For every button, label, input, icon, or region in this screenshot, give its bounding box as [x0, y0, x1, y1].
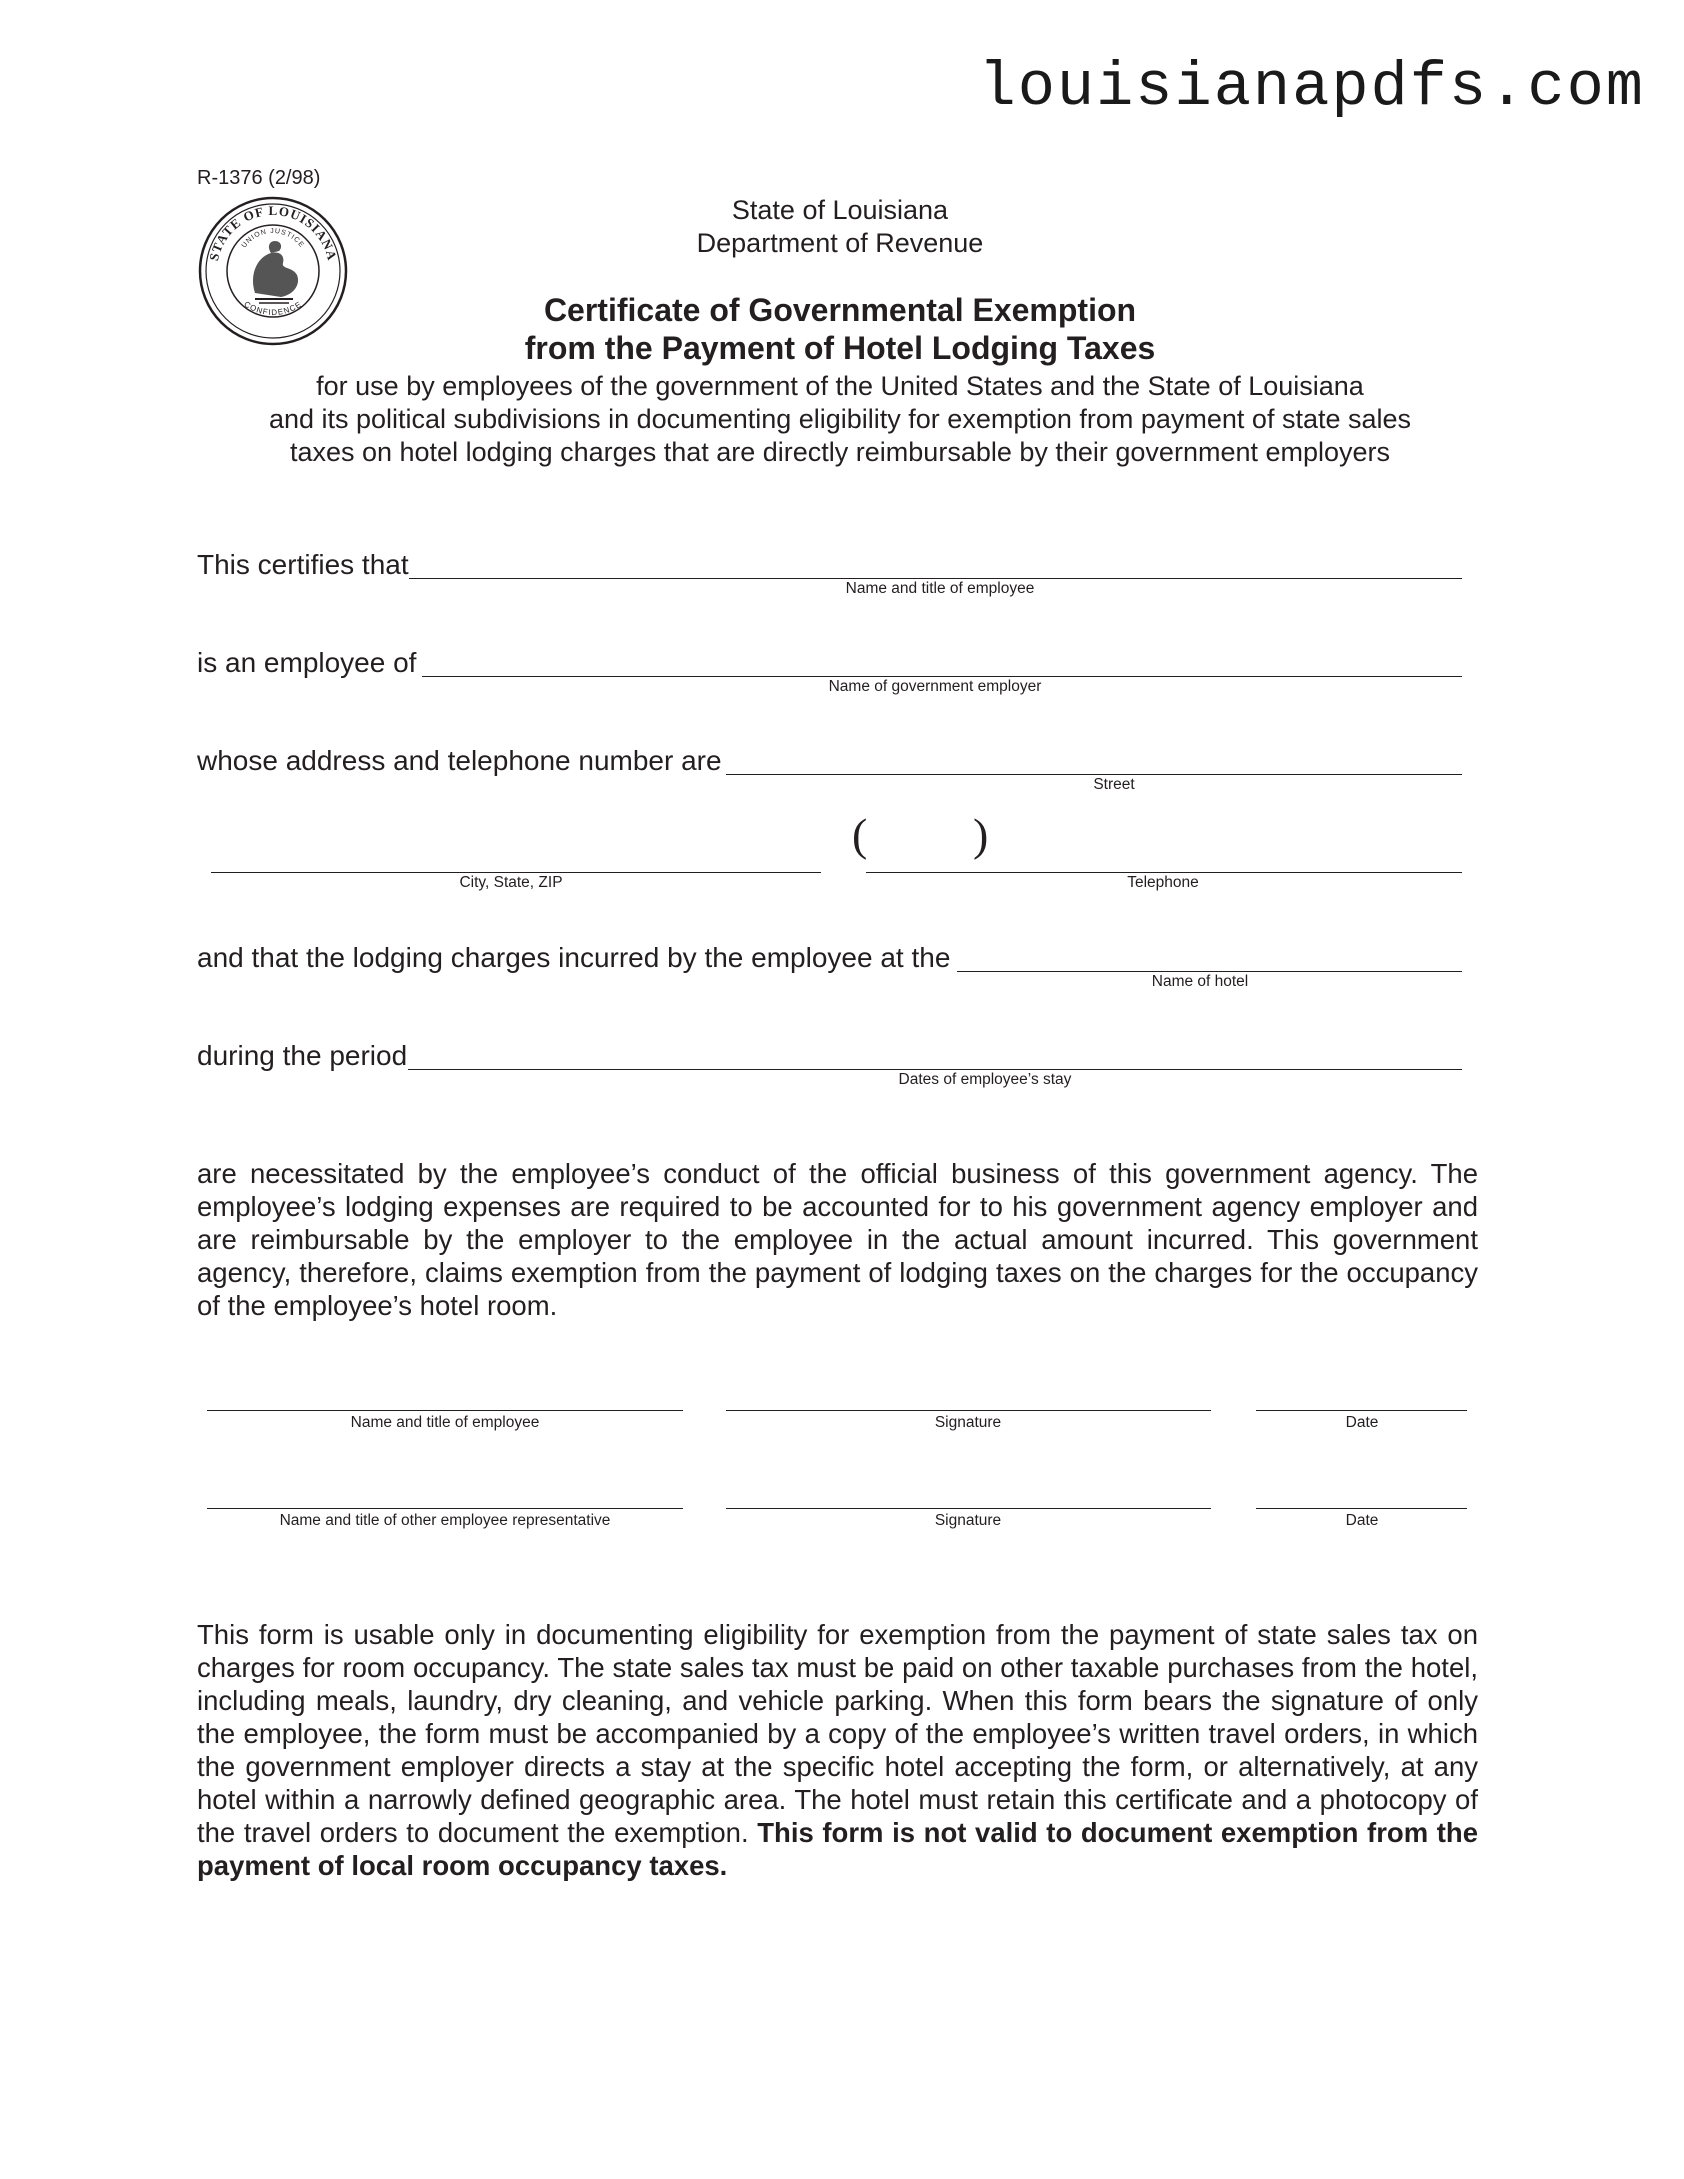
certifies-label: This certifies that — [197, 549, 409, 580]
employee-date-caption: Date — [1345, 1414, 1379, 1431]
telephone-caption: Telephone — [1127, 874, 1199, 891]
seal-top-text: STATE OF LOUISIANA — [206, 202, 341, 263]
representative-signature-line[interactable] — [726, 1508, 1211, 1509]
usage-notice-text: This form is usable only in documenting eligibility for exemption from the payment of state sales tax on charges for room occupancy. The state sales tax must be paid on other taxable purchases from the hotel, including meals, laundry, dry cleaning, and vehicle parking. When this form bears the signature of only the employee, the form must be accompanied by a copy of the employee’s written travel orders, in which the government employer directs a stay at the specific hotel accepting the form, or alternatively, at any hotel within a narrowly defined geographic area. The hotel must retain this certificate and a photocopy of the travel orders to document the exemption. — [197, 1619, 1478, 1848]
employer-name-caption: Name of government employer — [828, 678, 1042, 695]
certification-paragraph: are necessitated by the employee’s conduct of the official business of this government agency. The employee’s lodging expenses are required to be accounted for to his government agency employer and are reimbursable by the employer to the employee in the actual amount incurred. This government agency, therefore, claims exemption from the payment of lodging taxes on the charges for the occupancy of the employee’s hotel room. — [197, 1158, 1478, 1321]
period-label: during the period — [197, 1040, 408, 1071]
city-state-zip-caption: City, State, ZIP — [459, 874, 563, 891]
website-watermark: louisianapdfs.com — [978, 52, 1645, 123]
form-number: R-1376 (2/98) — [197, 167, 321, 189]
state-seal-icon — [197, 195, 349, 347]
form-title-line-1: Certificate of Governmental Exemption — [543, 292, 1137, 328]
representative-signature-caption: Signature — [934, 1512, 1002, 1529]
employee-date-line[interactable] — [1256, 1410, 1467, 1411]
seal-inner-text: UNION JUSTICE — [240, 227, 306, 250]
representative-name-title-caption: Name and title of other employee representative — [279, 1512, 611, 1529]
employee-name-field[interactable] — [409, 578, 1462, 579]
form-title-line-2: from the Payment of Hotel Lodging Taxes — [524, 330, 1156, 366]
stay-dates-field[interactable] — [408, 1069, 1462, 1070]
street-field[interactable] — [726, 774, 1462, 775]
representative-date-line[interactable] — [1256, 1508, 1467, 1509]
state-name: State of Louisiana — [731, 195, 949, 225]
local-tax-warning: This form is not valid to document exemption from the payment of local room occupancy taxes. — [197, 1817, 1479, 1881]
hotel-name-field[interactable] — [957, 971, 1462, 972]
usage-notice-paragraph — [197, 1618, 1478, 1882]
department-name: Department of Revenue — [696, 228, 984, 258]
employee-name-title-caption: Name and title of employee — [350, 1414, 540, 1431]
address-label: whose address and telephone number are — [197, 745, 722, 776]
employer-name-field[interactable] — [422, 676, 1462, 677]
hotel-name-caption: Name of hotel — [1151, 973, 1249, 990]
city-state-zip-field[interactable] — [211, 872, 821, 873]
area-code-close-paren: ) — [973, 809, 989, 860]
representative-date-caption: Date — [1345, 1512, 1379, 1529]
seal-bottom-text: CONFIDENCE — [242, 299, 304, 318]
representative-name-signature-line[interactable] — [207, 1508, 683, 1509]
telephone-field[interactable] — [866, 872, 1462, 873]
subtitle-line-3: taxes on hotel lodging charges that are directly reimbursable by their government employers — [289, 437, 1391, 467]
street-caption: Street — [1093, 776, 1135, 793]
employee-signature-caption: Signature — [934, 1414, 1002, 1431]
employee-signature-line[interactable] — [726, 1410, 1211, 1411]
employee-name-caption: Name and title of employee — [845, 580, 1035, 597]
employee-name-signature-line[interactable] — [207, 1410, 683, 1411]
employer-label: is an employee of — [197, 647, 417, 678]
svg-text:CONFIDENCE — [242, 300, 303, 318]
hotel-label: and that the lodging charges incurred by the employee at the — [197, 942, 951, 973]
stay-dates-caption: Dates of employee’s stay — [898, 1071, 1072, 1088]
subtitle-line-1: for use by employees of the government of the United States and the State of Louisiana — [316, 371, 1364, 401]
subtitle-line-2: and its political subdivisions in documenting eligibility for exemption from payment of state sales — [268, 404, 1412, 434]
area-code-open-paren: ( — [852, 809, 868, 860]
